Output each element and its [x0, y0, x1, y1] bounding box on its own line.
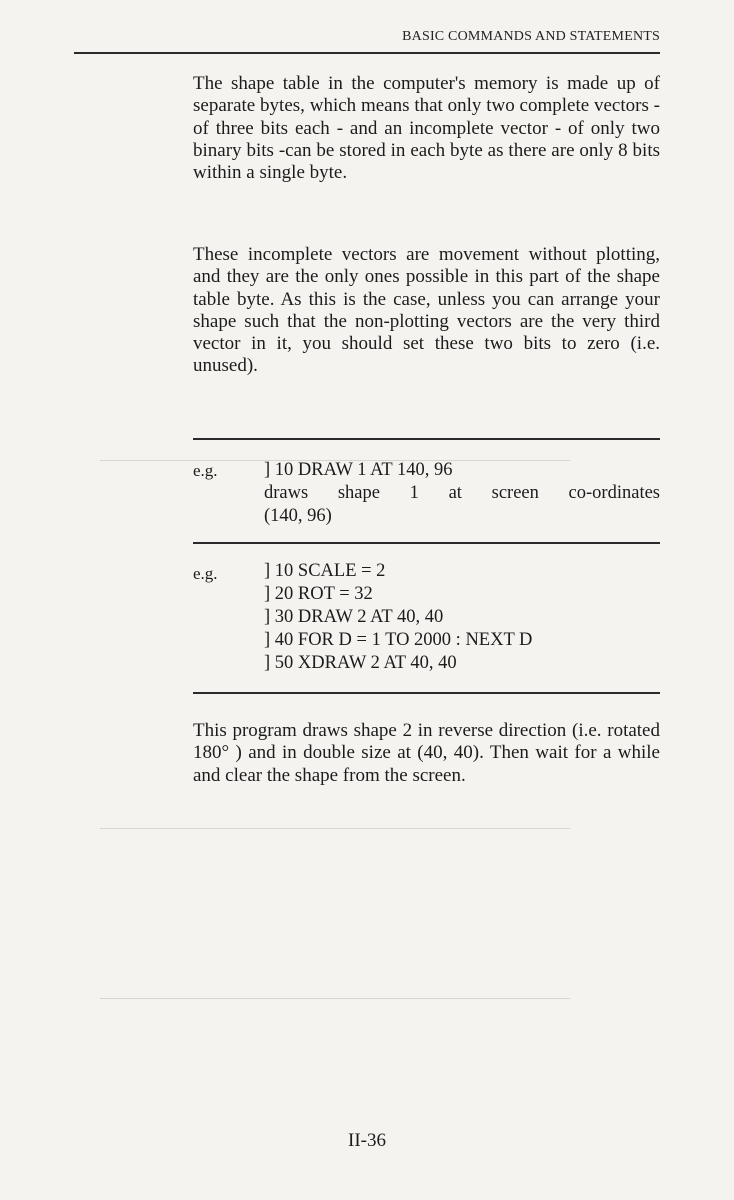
running-header: BASIC COMMANDS AND STATEMENTS	[402, 29, 660, 44]
example-divider	[193, 542, 660, 544]
example-label: e.g.	[193, 461, 218, 480]
example-divider	[193, 692, 660, 694]
paragraph-incomplete-vectors: These incomplete vectors are movement without plotting, and they are the only ones possible in this part of the shape table byte. As this is the case, unless you can arrange your shape such that the non-plotting vectors are the very third vector in it, you should set these two bits to zero (i.e. unused).	[193, 244, 660, 377]
paragraph-shape-table: The shape table in the computer's memory is made up of separate bytes, which means that only two complete vectors - of three bits each - and an incomplete vector - of only two binary bits -can be stored in each byte as there are only 8 bits within a single byte.	[193, 73, 660, 184]
example-label: e.g.	[193, 564, 218, 583]
header-rule	[74, 52, 660, 54]
example-description: (140, 96)	[264, 506, 332, 526]
code-line: ] 10 DRAW 1 AT 140, 96	[264, 460, 453, 480]
code-line: ] 30 DRAW 2 AT 40, 40	[264, 607, 444, 627]
bleed-through-rule	[100, 998, 570, 999]
bleed-through-rule	[100, 828, 570, 829]
code-line: ] 40 FOR D = 1 TO 2000 : NEXT D	[264, 630, 533, 650]
example-divider	[193, 438, 660, 440]
code-line: ] 50 XDRAW 2 AT 40, 40	[264, 653, 457, 673]
page-number: II-36	[348, 1130, 386, 1151]
example-program	[264, 560, 660, 675]
paragraph-program-explanation: This program draws shape 2 in reverse direction (i.e. rotated 180° ) and in double size at (40, 40). Then wait for a while and clear the shape from the screen.	[193, 720, 660, 786]
example-description: draws shape 1 at screen co-ordinates	[264, 483, 660, 503]
example-draw	[264, 459, 660, 528]
code-line: ] 20 ROT = 32	[264, 584, 373, 604]
code-line: ] 10 SCALE = 2	[264, 561, 386, 581]
